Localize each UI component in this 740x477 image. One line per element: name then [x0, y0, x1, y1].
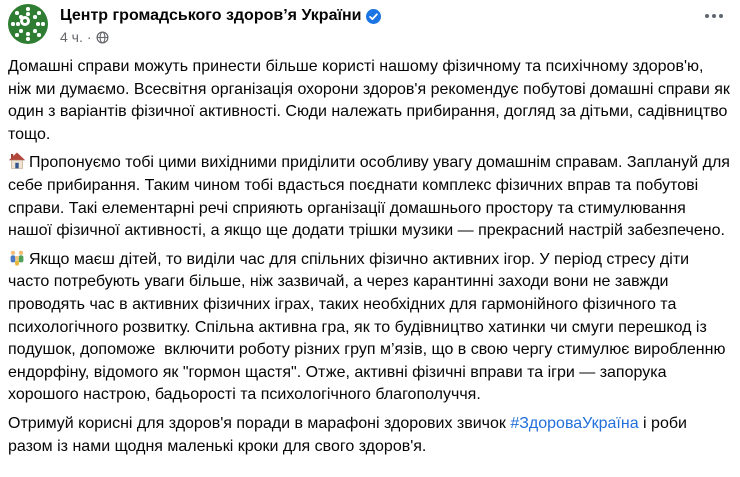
paragraph-text: Пропонуємо тобі цими вихідними приділити особливу увагу домашнім справам. Заплануй для себе прибирання. Таким чином тобі вдасться поєднати комплекс фізичних вправ та побутові справи. Такі елементарні речі сприяють організації домашнього простору та стимулювання нашої фізичної активності, а якщо ще додати трішки музики — прекрасний настрій забезпечено. [8, 154, 735, 240]
avatar-logo-dots [26, 22, 30, 26]
ellipsis-dot [705, 14, 709, 18]
page-name[interactable]: Центр громадського здоров’я України [60, 7, 362, 24]
paragraph-4 [8, 413, 730, 458]
post-body [0, 44, 740, 458]
ellipsis-dot [712, 14, 716, 18]
paragraph-2 [8, 152, 735, 242]
post-meta [60, 28, 381, 46]
paragraph-text: Отримуй корисні для здоров'я поради в марафоні здорових звичок [8, 414, 511, 432]
page-avatar[interactable] [8, 4, 48, 44]
header-text [60, 4, 381, 46]
paragraph-text: Домашні справи можуть принести більше користі нашому фізичному та психічному здоров'ю, ніж ми думаємо. Всесвітня організація охорони здоров'я рекомендує побутові домашні справи як один з варіантів фізичної активності. Сюди належать прибирання, догляд за дітьми, садівництво тощо. [8, 58, 735, 143]
paragraph-1 [8, 56, 735, 146]
post-timestamp[interactable]: 4 ч. [60, 29, 83, 45]
meta-separator: · [86, 29, 92, 45]
globe-icon [96, 31, 109, 44]
house-emoji-icon [8, 152, 26, 169]
paragraph-3 [8, 249, 730, 407]
family-emoji-icon [8, 250, 26, 266]
verified-badge-icon [366, 9, 381, 24]
hashtag-link[interactable]: #ЗдороваУкраїна [510, 414, 639, 432]
ellipsis-dot [719, 14, 723, 18]
paragraph-text: Якщо маєш дітей, то виділи час для спільних фізично активних ігор. У період стресу діти часто потребують уваги більше, ніж зазвичай, а через карантинні заходи вони не завжди проводять час в активних фізичних іграх, таких необхідних для гармонійного фізичного та психологічного розвитку. Спільна активна гра, як то будівництво хатинки чи смуги перешкод із подушок, допоможе включити роботу різних груп м’язів, що в свою чергу стимулює виробленню ендорфіну, відомого як "гормон щастя". Отже, активні фізичні вправи та ігри — запорука хорошого настрою, бадьорості та психологічного благополуччя. [8, 250, 730, 404]
post-options-button[interactable] [703, 8, 725, 24]
paragraph-text: і роби разом із нами щодня маленькі кроки для свого здоров'я. [8, 414, 692, 455]
page-name-row [60, 6, 381, 26]
post-header [0, 0, 740, 44]
